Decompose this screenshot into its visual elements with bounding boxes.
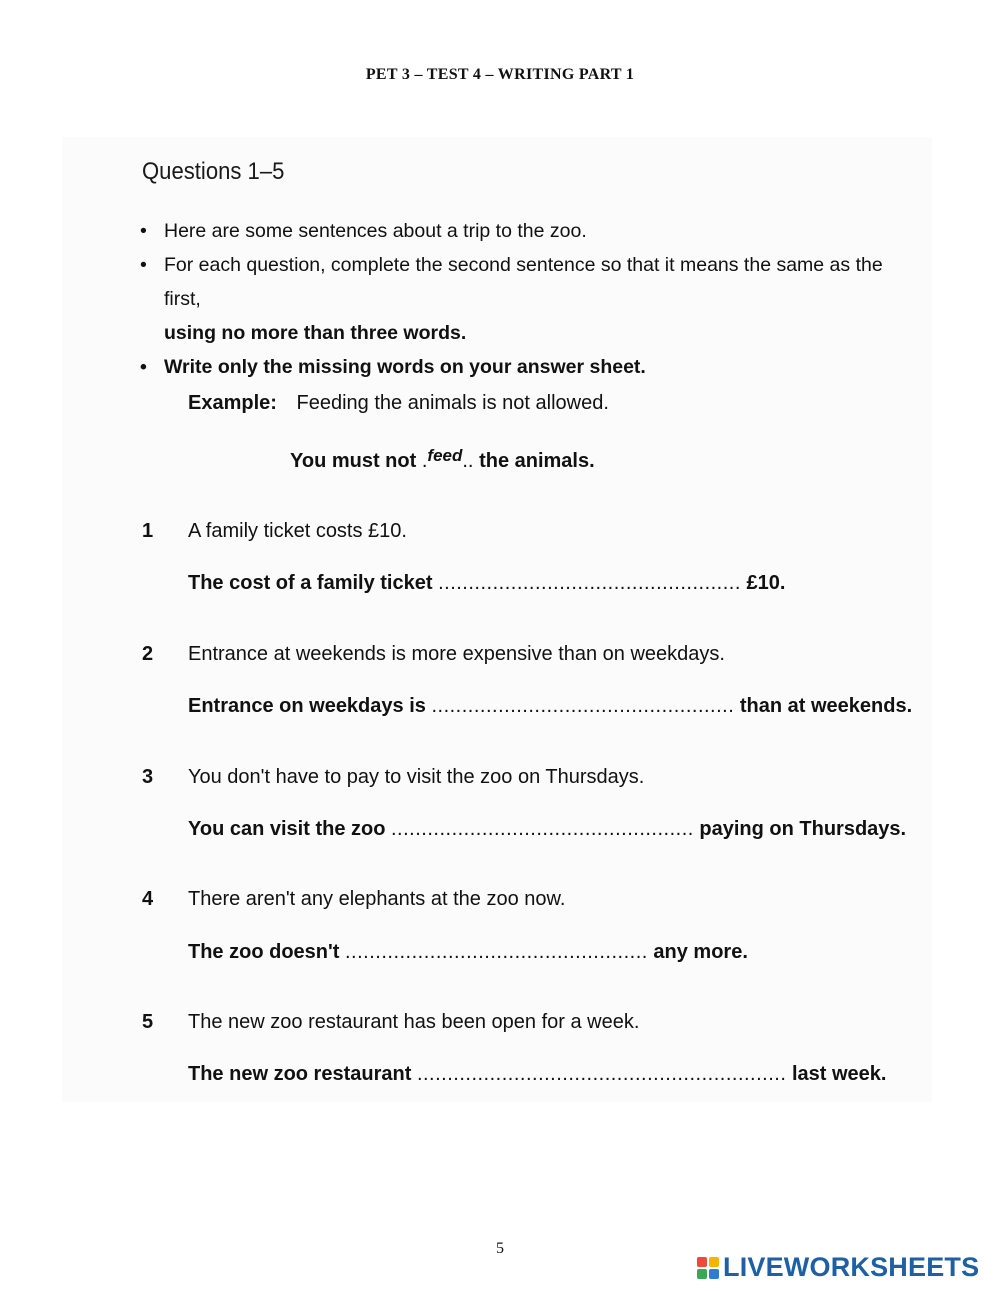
- instruction-item: [140, 350, 920, 384]
- liveworksheets-brand-text: LIVEWORKSHEETS: [723, 1252, 980, 1282]
- question-number: 3: [142, 766, 154, 788]
- example-answer-after: the animals.: [479, 450, 595, 472]
- page-number: 5: [496, 1240, 504, 1257]
- bullet-icon: •: [140, 356, 147, 378]
- section-title: Questions 1–5: [142, 158, 285, 185]
- question-answer-row: [188, 695, 912, 718]
- question-number: 2: [142, 643, 154, 665]
- question-number: 1: [142, 520, 154, 542]
- question-answer-row: [188, 1063, 886, 1086]
- answer-blank[interactable]: ..................................................: [431, 695, 735, 717]
- answer-after-text: than at weekends.: [739, 695, 913, 717]
- example-sentence: Feeding the animals is not allowed.: [296, 392, 609, 414]
- example-answer-row: You must not .$^{feed}$.. the animals.: [290, 446, 595, 472]
- liveworksheets-logo-icon: [697, 1257, 719, 1279]
- question-sentence: A family ticket costs £10.: [188, 520, 407, 542]
- instruction-text: For each question, complete the second sentence so that it means the same as the first,: [164, 254, 883, 310]
- question-answer-row: [188, 941, 748, 964]
- example-answer-word: feed: [427, 446, 463, 465]
- answer-blank[interactable]: ..................................................: [344, 941, 648, 963]
- answer-before-text: The zoo doesn't: [188, 941, 340, 963]
- answer-after-text: last week.: [791, 1063, 887, 1085]
- answer-after-text: any more.: [653, 941, 748, 963]
- question-answer-row: [188, 818, 906, 841]
- question-sentence: The new zoo restaurant has been open for a week.: [188, 1011, 640, 1033]
- question-sentence: You don't have to pay to visit the zoo on Thursdays.: [188, 766, 645, 788]
- answer-before-text: The new zoo restaurant: [188, 1063, 412, 1085]
- instruction-bold-text: Write only the missing words on your answer sheet.: [164, 356, 646, 378]
- example-answer-before: You must not: [290, 450, 417, 472]
- instruction-item: [140, 248, 920, 350]
- answer-blank[interactable]: ..................................................: [391, 818, 694, 840]
- instruction-list: [140, 214, 920, 384]
- answer-blank[interactable]: .............................................................: [416, 1063, 787, 1085]
- answer-after-text: paying on Thursdays.: [699, 818, 907, 840]
- instruction-item: [140, 214, 920, 248]
- question-answer-row: [188, 572, 785, 595]
- question-number: 5: [142, 1011, 154, 1033]
- instruction-text: Here are some sentences about a trip to the zoo.: [164, 220, 587, 242]
- answer-after-text: £10.: [746, 572, 786, 594]
- example-label: Example:: [188, 392, 277, 414]
- answer-before-text: The cost of a family ticket: [188, 572, 433, 594]
- question-number: 4: [142, 888, 154, 910]
- answer-blank[interactable]: ..................................................: [438, 572, 741, 594]
- answer-before-text: Entrance on weekdays is: [188, 695, 426, 717]
- question-sentence: There aren't any elephants at the zoo now.: [188, 888, 566, 910]
- page-header-title: PET 3 – TEST 4 – WRITING PART 1: [365, 66, 635, 83]
- question-sentence: Entrance at weekends is more expensive than on weekdays.: [188, 643, 725, 665]
- liveworksheets-logo[interactable]: [697, 1252, 979, 1283]
- example-row: [188, 392, 609, 415]
- bullet-icon: •: [140, 254, 147, 276]
- bullet-icon: •: [140, 220, 147, 242]
- answer-before-text: You can visit the zoo: [188, 818, 386, 840]
- instruction-bold-text: using no more than three words.: [164, 322, 467, 344]
